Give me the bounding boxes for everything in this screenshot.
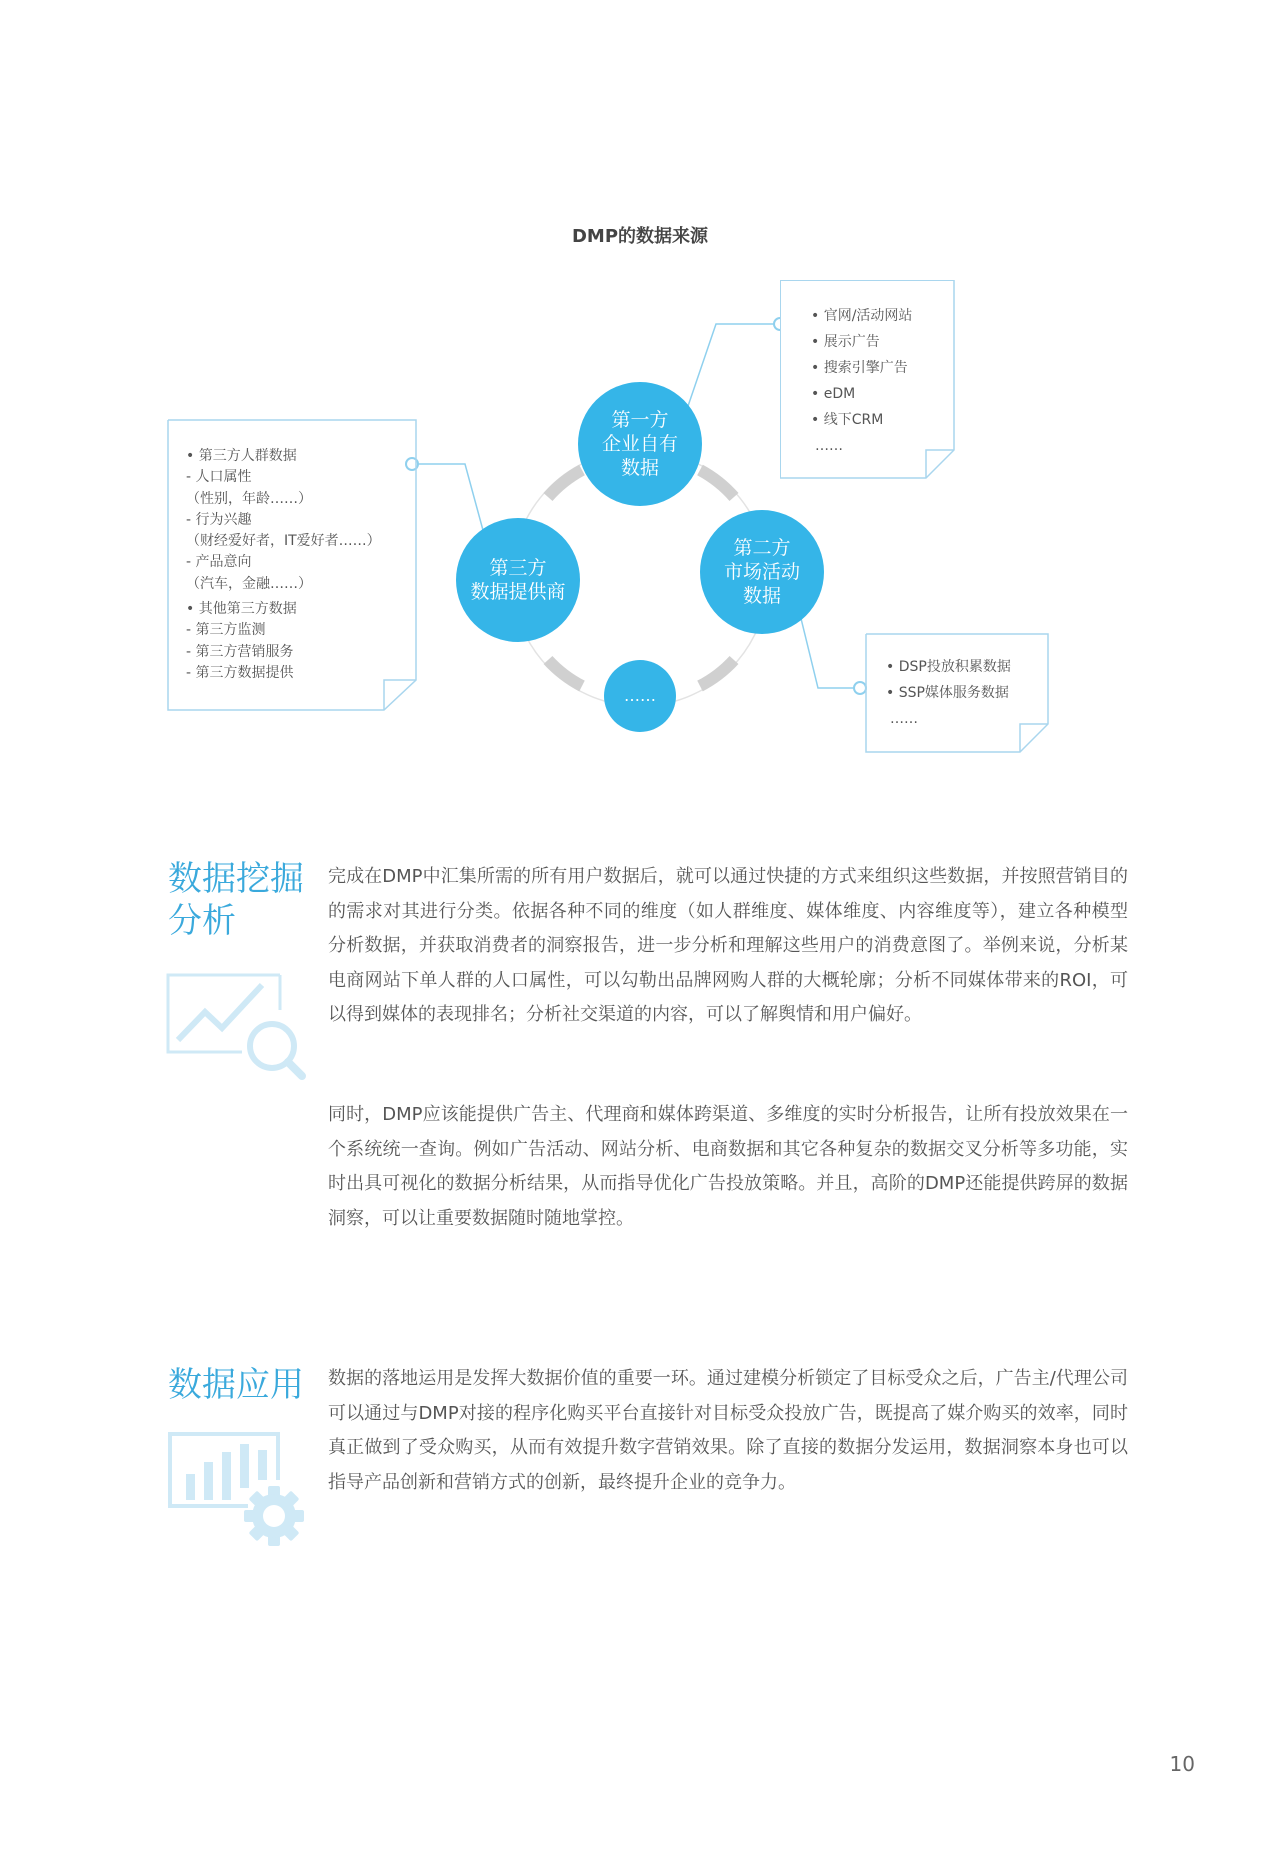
application-paragraph: 数据的落地运用是发挥大数据价值的重要一环。通过建模分析锁定了目标受众之后，广告主/代理公司可以通过与DMP对接的程序化购买平台直接针对目标受众投放广告，既提高了媒介购买的效率，同时真正做到了受众购买，从而有效提升数字营销效果。除了直接的数据分发运用，数据洞察本身也可以指导产品创新和营销方式的创新，最终提升企业的竞争力。 — [328, 1368, 1128, 1493]
list-item: - 产品意向 — [186, 554, 252, 571]
list-item: - 行为兴趣 — [186, 511, 252, 528]
list-item: • 官网/活动网站 — [811, 308, 913, 324]
circle-second-party: 第二方 市场活动 数据 — [700, 510, 824, 634]
analysis-paragraph-2: 同时，DMP应该能提供广告主、代理商和媒体跨渠道、多维度的实时分析报告，让所有投放效果在一个系统统一查询。例如广告活动、网站分析、电商数据和其它各种复杂的数据交叉分析等多功能，实时出具可视化的数据分析结果，从而指导优化广告投放策略。并且，高阶的DMP还能提供跨屏的数据洞察，可以让重要数据随时随地掌控。 — [328, 1104, 1128, 1229]
diagram-title: DMP的数据来源 — [571, 226, 709, 247]
list-item: （财经爱好者，IT爱好者……） — [186, 533, 381, 550]
list-item: - 第三方监测 — [186, 622, 266, 639]
analysis-chart-icon — [168, 975, 302, 1076]
list-item: • 搜索引擎广告 — [811, 360, 908, 376]
circle-more: …… — [604, 660, 676, 732]
list-item: - 第三方营销服务 — [186, 643, 294, 660]
list-item: - 第三方数据提供 — [186, 664, 294, 681]
analysis-section-title: 数据挖掘 分析 — [168, 859, 304, 941]
list-item: （汽车，金融……） — [186, 575, 312, 592]
second-party-sources-box — [886, 654, 1046, 732]
list-item: • 线下CRM — [811, 412, 884, 428]
application-chart-icon — [168, 1432, 280, 1508]
list-item: …… — [890, 711, 918, 727]
analysis-paragraph-1: 完成在DMP中汇集所需的所有用户数据后，就可以通过快捷的方式来组织这些数据，并按照营销目的的需求对其进行分类。依据各种不同的维度（如人群维度、媒体维度、内容维度等），建立各种模型分析数据，并获取消费者的洞察报告，进一步分析和理解这些用户的消费意图了。举例来说，分析某电商网站下单人群的人口属性，可以勾勒出品牌网购人群的大概轮廓；分析不同媒体带来的ROI，可以得到媒体的表现排名；分析社交渠道的内容，可以了解舆情和用户偏好。 — [328, 866, 1128, 1025]
first-party-sources-box — [780, 280, 954, 478]
list-item: （性别，年龄……） — [186, 490, 312, 507]
list-item: • 第三方人群数据 — [186, 448, 297, 464]
list-item: • 展示广告 — [811, 334, 880, 350]
gear-icon — [244, 1486, 304, 1546]
list-item: …… — [815, 438, 843, 454]
circle-first-party: 第一方 企业自有 数据 — [578, 382, 702, 506]
list-item: • SSP媒体服务数据 — [886, 685, 1009, 701]
list-item: • eDM — [811, 386, 856, 402]
third-party-sources-box — [186, 446, 418, 684]
page-number: 10 — [1169, 1752, 1195, 1776]
circle-third-party: 第三方 数据提供商 — [456, 518, 580, 642]
list-item: - 人口属性 — [186, 469, 252, 486]
application-section-title: 数据应用 — [168, 1365, 304, 1405]
list-item: • DSP投放积累数据 — [886, 659, 1011, 675]
list-item: • 其他第三方数据 — [186, 601, 297, 618]
